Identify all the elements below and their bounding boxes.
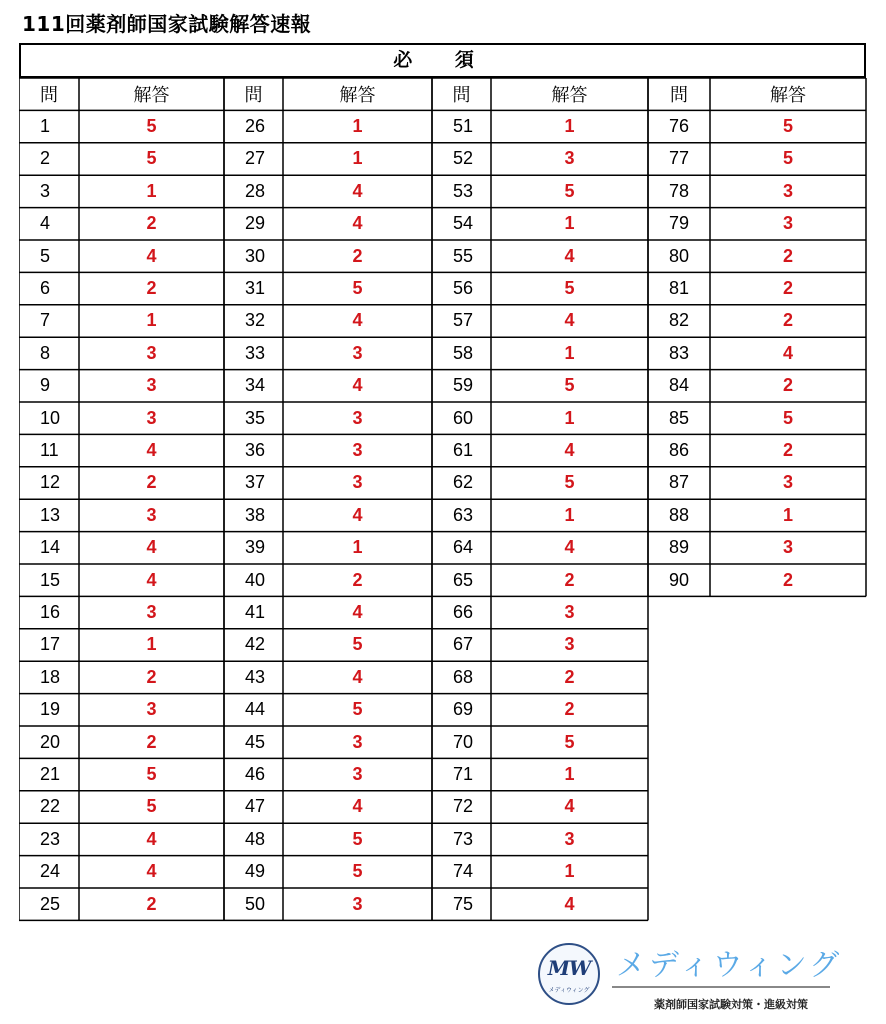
answer-value: 1: [564, 764, 575, 785]
question-number: 26: [245, 116, 266, 137]
answer-value: 5: [564, 278, 575, 299]
answer-value: 1: [564, 504, 575, 525]
question-number: 74: [453, 861, 474, 882]
question-number: 64: [453, 537, 474, 558]
question-number: 60: [453, 407, 474, 428]
question-number: 20: [40, 731, 61, 752]
answer-value: 2: [352, 245, 363, 266]
question-number: 21: [40, 764, 61, 785]
answer-value: 2: [146, 213, 157, 234]
logo-divider: [612, 986, 830, 988]
answer-value: 2: [782, 245, 793, 266]
logo-tagline: 薬剤師国家試験対策・進級対策: [654, 998, 808, 1011]
answer-value: 2: [782, 440, 793, 461]
question-number: 85: [669, 407, 690, 428]
answer-value: 4: [352, 180, 363, 201]
answer-value: 5: [564, 375, 575, 396]
section-header: 必 須: [19, 43, 866, 78]
answer-value: 3: [782, 537, 793, 558]
answer-value: 3: [564, 634, 575, 655]
answer-value: 4: [352, 666, 363, 687]
answer-value: 4: [564, 537, 575, 558]
question-number: 90: [669, 569, 690, 590]
question-number: 86: [669, 440, 690, 461]
question-number: 19: [40, 699, 61, 720]
question-number: 49: [245, 861, 266, 882]
question-number: 73: [453, 828, 474, 849]
answer-value: 3: [782, 472, 793, 493]
question-number: 77: [669, 148, 690, 169]
page-title: 111回薬剤師国家試験解答速報: [22, 12, 312, 36]
header-question: 問: [670, 85, 688, 106]
answer-value: 5: [146, 148, 157, 169]
question-number: 80: [669, 245, 690, 266]
answer-value: 2: [146, 731, 157, 752]
logo-emblem-icon: [538, 943, 600, 1005]
question-number: 51: [453, 116, 474, 137]
answer-value: 4: [782, 342, 793, 363]
question-number: 48: [245, 828, 266, 849]
question-number: 88: [669, 504, 690, 525]
answer-value: 1: [352, 537, 363, 558]
question-number: 47: [245, 796, 266, 817]
question-number: 27: [245, 148, 266, 169]
answer-value: 3: [146, 699, 157, 720]
question-number: 83: [669, 342, 690, 363]
question-number: 9: [40, 375, 51, 396]
answer-value: 3: [352, 764, 363, 785]
question-number: 30: [245, 245, 266, 266]
question-number: 82: [669, 310, 690, 331]
logo-emblem-subtext: メディウィング: [548, 987, 590, 994]
question-number: 58: [453, 342, 474, 363]
answer-value: 4: [564, 245, 575, 266]
answer-value: 5: [564, 180, 575, 201]
question-number: 4: [40, 213, 51, 234]
answer-value: 1: [564, 116, 575, 137]
answer-value: 5: [146, 764, 157, 785]
question-number: 81: [669, 278, 690, 299]
question-number: 78: [669, 180, 690, 201]
question-number: 13: [40, 504, 61, 525]
question-number: 54: [453, 213, 474, 234]
question-number: 40: [245, 569, 266, 590]
answer-value: 3: [146, 375, 157, 396]
question-number: 23: [40, 828, 61, 849]
answer-value: 3: [564, 148, 575, 169]
answer-value: 3: [146, 342, 157, 363]
question-number: 15: [40, 569, 61, 590]
question-number: 75: [453, 893, 474, 914]
question-number: 35: [245, 407, 266, 428]
question-number: 8: [40, 342, 51, 363]
answer-value: 4: [564, 893, 575, 914]
question-number: 67: [453, 634, 474, 655]
answer-value: 1: [564, 213, 575, 234]
question-number: 63: [453, 504, 474, 525]
answer-value: 1: [146, 310, 157, 331]
question-number: 16: [40, 602, 61, 623]
answer-value: 5: [564, 731, 575, 752]
answer-value: 5: [352, 699, 363, 720]
question-number: 45: [245, 731, 266, 752]
question-number: 84: [669, 375, 690, 396]
question-number: 76: [669, 116, 690, 137]
question-number: 56: [453, 278, 474, 299]
answer-value: 2: [352, 569, 363, 590]
answer-value: 1: [564, 861, 575, 882]
answer-value: 2: [782, 569, 793, 590]
brand-logo: [536, 938, 843, 1018]
answer-value: 5: [564, 472, 575, 493]
question-number: 61: [453, 440, 474, 461]
answer-value: 3: [564, 828, 575, 849]
question-number: 41: [245, 602, 266, 623]
question-number: 3: [40, 180, 51, 201]
question-number: 87: [669, 472, 690, 493]
logo-name: メディウィング: [616, 948, 843, 983]
question-number: 44: [245, 699, 266, 720]
answer-value: 3: [564, 602, 575, 623]
logo-emblem-text: MW: [547, 956, 591, 980]
answer-value: 4: [146, 537, 157, 558]
answer-value: 4: [564, 440, 575, 461]
answer-value: 5: [352, 828, 363, 849]
question-number: 33: [245, 342, 266, 363]
answer-value: 2: [564, 569, 575, 590]
answer-value: 1: [146, 634, 157, 655]
answer-value: 5: [352, 278, 363, 299]
question-number: 43: [245, 666, 266, 687]
answer-value: 5: [352, 634, 363, 655]
question-number: 53: [453, 180, 474, 201]
question-number: 65: [453, 569, 474, 590]
answer-value: 4: [564, 796, 575, 817]
answer-value: 4: [564, 310, 575, 331]
answer-value: 5: [352, 861, 363, 882]
question-number: 17: [40, 634, 61, 655]
answer-value: 3: [782, 213, 793, 234]
question-number: 14: [40, 537, 61, 558]
header-question: 問: [244, 85, 263, 106]
answer-value: 2: [146, 472, 157, 493]
answer-value: 4: [352, 796, 363, 817]
answer-value: 5: [146, 116, 157, 137]
header-answer: 解答: [133, 85, 170, 106]
answer-value: 4: [352, 213, 363, 234]
question-number: 57: [453, 310, 474, 331]
answer-value: 4: [352, 504, 363, 525]
question-number: 1: [40, 116, 51, 137]
answer-value: 2: [146, 666, 157, 687]
answer-value: 2: [782, 278, 793, 299]
question-number: 7: [40, 310, 51, 331]
question-number: 39: [245, 537, 266, 558]
question-number: 11: [40, 440, 59, 461]
answer-value: 3: [352, 731, 363, 752]
answer-value: 2: [564, 666, 575, 687]
answer-value: 3: [146, 407, 157, 428]
answer-value: 2: [146, 278, 157, 299]
answer-value: 4: [352, 375, 363, 396]
question-number: 10: [40, 407, 61, 428]
answer-value: 5: [782, 407, 793, 428]
answer-value: 3: [352, 342, 363, 363]
question-number: 52: [453, 148, 474, 169]
question-number: 38: [245, 504, 266, 525]
answer-value: 4: [146, 569, 157, 590]
answer-value: 2: [564, 699, 575, 720]
question-number: 25: [40, 893, 61, 914]
question-number: 69: [453, 699, 474, 720]
answer-value: 3: [352, 472, 363, 493]
question-number: 89: [669, 537, 690, 558]
question-number: 22: [40, 796, 61, 817]
header-question: 問: [452, 85, 471, 106]
answer-value: 5: [782, 116, 793, 137]
answer-value: 1: [564, 342, 575, 363]
answer-value: 1: [352, 116, 363, 137]
answer-value: 4: [352, 310, 363, 331]
question-number: 6: [40, 278, 51, 299]
question-number: 5: [40, 245, 51, 266]
answer-value: 3: [352, 893, 363, 914]
question-number: 46: [245, 764, 266, 785]
answer-value: 1: [146, 180, 157, 201]
answer-value: 3: [782, 180, 793, 201]
answer-value: 3: [146, 504, 157, 525]
answer-value: 5: [146, 796, 157, 817]
answer-value: 3: [146, 602, 157, 623]
answer-value: 4: [146, 828, 157, 849]
answer-value: 2: [146, 893, 157, 914]
question-number: 29: [245, 213, 266, 234]
question-number: 79: [669, 213, 690, 234]
answer-table: [19, 78, 867, 924]
question-number: 55: [453, 245, 474, 266]
answer-value: 4: [352, 602, 363, 623]
question-number: 42: [245, 634, 266, 655]
question-number: 62: [453, 472, 474, 493]
header-answer: 解答: [770, 85, 806, 106]
answer-value: 2: [782, 375, 793, 396]
answer-value: 4: [146, 440, 157, 461]
question-number: 50: [245, 893, 266, 914]
question-number: 36: [245, 440, 266, 461]
question-number: 12: [40, 472, 61, 493]
question-number: 66: [453, 602, 474, 623]
answer-value: 1: [352, 148, 363, 169]
answer-value: 2: [782, 310, 793, 331]
question-number: 34: [245, 375, 266, 396]
question-number: 37: [245, 472, 266, 493]
question-number: 70: [453, 731, 474, 752]
question-number: 18: [40, 666, 61, 687]
answer-value: 5: [782, 148, 793, 169]
answer-value: 4: [146, 861, 157, 882]
answer-value: 1: [564, 407, 575, 428]
question-number: 28: [245, 180, 266, 201]
header-answer: 解答: [551, 85, 588, 106]
question-number: 31: [245, 278, 266, 299]
header-answer: 解答: [339, 85, 376, 106]
header-question: 問: [40, 85, 58, 106]
answer-value: 1: [782, 504, 793, 525]
answer-value: 3: [352, 407, 363, 428]
question-number: 2: [40, 148, 51, 169]
question-number: 72: [453, 796, 474, 817]
answer-value: 4: [146, 245, 157, 266]
question-number: 68: [453, 666, 474, 687]
question-number: 71: [453, 764, 474, 785]
answer-value: 3: [352, 440, 363, 461]
question-number: 24: [40, 861, 61, 882]
question-number: 32: [245, 310, 266, 331]
question-number: 59: [453, 375, 474, 396]
